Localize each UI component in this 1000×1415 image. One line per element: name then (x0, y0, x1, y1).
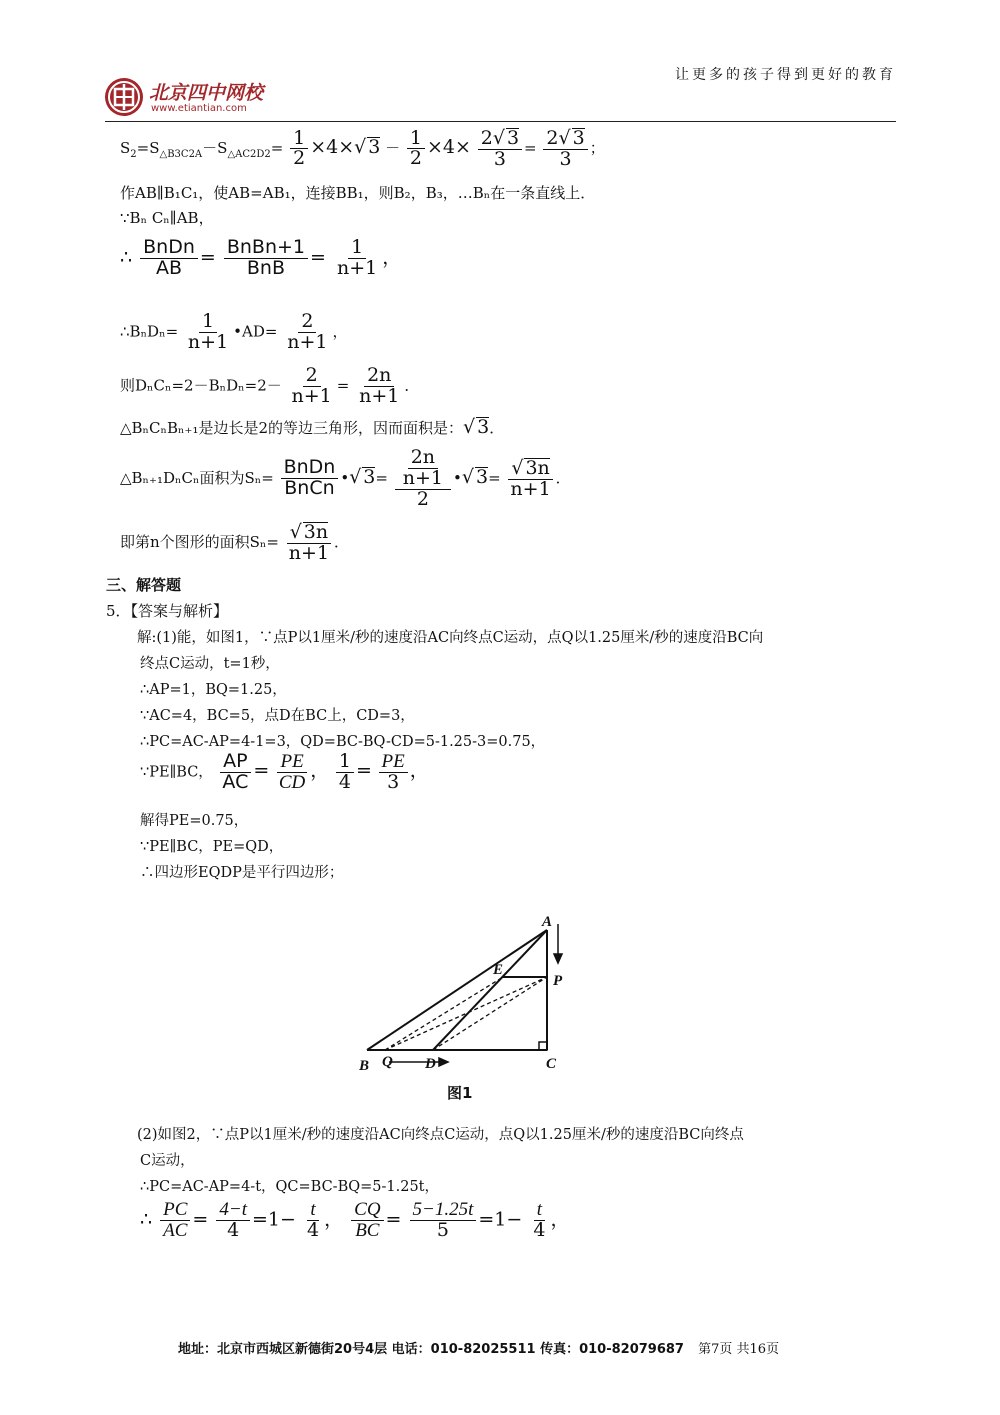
footer-page-number: 第7页 共16页 (698, 1342, 780, 1357)
text-line-7: △BₙCₙBₙ₊₁是边长是2的等边三角形，因而面积是：√ 3． (120, 416, 505, 438)
formula-final-sn: 即第n个图形的面积Sₙ= $\frac{√ 3n}{n+1}$ ． (120, 521, 350, 564)
header-slogan: 让更多的孩子得到更好的教育 (675, 67, 896, 83)
formula-dncn: 则DₙCₙ=2－BₙDₙ=2－ $\frac{2}{n+1}$ = $\frac{2n}{n+1}$ ． (120, 364, 420, 407)
formula-pe-ratio: ∵PE∥BC， $\frac{AP}{AC}$ = $\frac{PE}{CD}$ ， $\frac{1}{4}$ = $\frac{PE}{3}$ ， (140, 750, 429, 793)
logo-name: 北京四中网校 (149, 82, 264, 104)
label-a: A (542, 914, 553, 930)
section-heading: 三、解答题 (106, 576, 182, 594)
label-e: E (493, 962, 504, 978)
solution-part2-b: C运动， (140, 1153, 195, 1169)
text-line-2: 作AB∥B₁C₁，使AB=AB₁，连接BB₁，则B₂，B₃，…Bₙ在一条直线上． (120, 184, 596, 202)
logo-emblem-icon (103, 76, 145, 118)
label-d: D (425, 1056, 436, 1072)
solution-part2-c: ∴PC=AC-AP=4-t，QC=BC-BQ=5-1.25t， (140, 1179, 439, 1195)
solution-line-6: 解得PE=0.75， (140, 813, 249, 829)
header-rule (105, 121, 896, 122)
formula-ratio: ∴ $\frac{\text{BnDn}}{AB}$ = $\frac{\text{BnBn+1}}{\text{BnB}}$ = $\frac{1}{n+1}$ ， (120, 236, 402, 279)
label-b: B (359, 1058, 370, 1074)
formula-pc-cq: ∴ $\frac{PC}{AC}$ = $\frac{4-t}{4}$ =1− $\frac{t}{4}$ ， $\frac{CQ}{BC}$ = $\frac{5-1.25t}{5}$ =1− $\frac{t}{4}$ ， (140, 1199, 570, 1241)
figure-caption: 图1 (447, 1084, 473, 1102)
site-logo (103, 76, 283, 116)
figure-1-diagram (355, 910, 595, 1110)
solution-line-7: ∵PE∥BC，PE=QD， (140, 839, 284, 855)
solution-line-3: ∵AC=4，BC=5，点D在BC上，CD=3， (140, 708, 415, 724)
question-5-heading: 5．【答案与解析】 (106, 602, 229, 620)
label-q: Q (382, 1054, 393, 1070)
footer (178, 1338, 779, 1357)
label-p: P (553, 973, 563, 989)
label-c: C (546, 1056, 557, 1072)
solution-line-8: ∴四边形EQDP是平行四边形； (140, 865, 344, 881)
text-line-3: ∵Bₙ Cₙ∥AB， (120, 209, 214, 227)
logo-url: www.etiantian.com (151, 103, 247, 114)
solution-part2-a: (2)如图2，∵点P以1厘米/秒的速度沿AC向终点C运动，点Q以1.25厘米/秒的速度沿BC向终点 (137, 1127, 744, 1143)
solution-line-2: ∴AP=1，BQ=1.25， (140, 682, 287, 698)
formula-bndn: ∴BₙDₙ= $\frac{1}{n+1}$ •AD= $\frac{2}{n+1}$ ， (120, 310, 348, 353)
solution-line-1a: 解:(1)能，如图1，∵点P以1厘米/秒的速度沿AC向终点C运动，点Q以1.25厘米/秒的速度沿BC向 (137, 630, 764, 646)
solution-line-1b: 终点C运动，t=1秒， (140, 656, 280, 672)
formula-area-sn: △Bₙ₊₁DₙCₙ面积为Sₙ= $\frac{\text{BnDn}}{\text{BnCn}}$ •√ 3= $\frac{\frac{2n}{n+1}}{2}$ •√ 3= $\frac{√ 3n}{n+1}$ ． (120, 446, 571, 510)
formula-s2: $S_2=S_{\triangle B3C2A}-S_{\triangle AC2D2}=$ $\frac{1}{2}$ ×4×√ 3 － $\frac{1}{2}$ ×4× $\frac{2√ 3}{3}$ = $\frac{2√ 3}{3}$ ； (120, 126, 605, 170)
footer-address: 地址：北京市西城区新德街20号4层 电话：010-82025511 传真：010-82079687 (178, 1342, 684, 1357)
solution-line-4: ∴PC=AC-AP=4-1=3，QD=BC-BQ-CD=5-1.25-3=0.75， (140, 734, 546, 750)
